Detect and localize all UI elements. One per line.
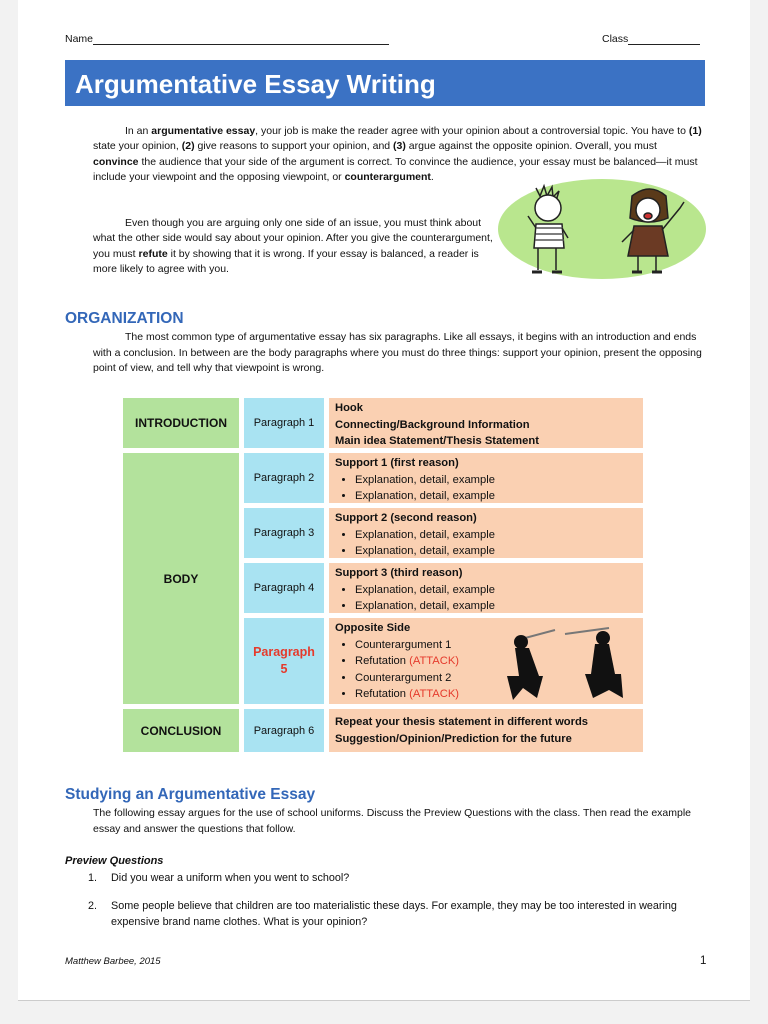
cartoon-kids-arguing-illustration bbox=[496, 174, 710, 284]
paragraph-3-label: Paragraph 3 bbox=[244, 508, 324, 558]
question-1-number: 1. bbox=[88, 872, 98, 884]
paragraph-5-content: Opposite Side • Counterargument 1 • Refutation (ATTACK) • Counterargument 2 • Refutation (ATTACK) bbox=[329, 618, 643, 704]
worksheet-page bbox=[18, 0, 750, 1001]
question-2: Some people believe that children are too materialistic these days. For example, they may be too interested in wearing expensive brand name clothes. What is your opinion? bbox=[111, 900, 677, 928]
paragraph-1-content: Hook Connecting/Background Information Main idea Statement/Thesis Statement bbox=[329, 398, 643, 448]
page-title: Argumentative Essay Writing bbox=[65, 60, 705, 106]
paragraph-2-content: Support 1 (first reason) • Explanation, detail, example • Explanation, detail, example bbox=[329, 453, 643, 503]
intro-paragraph-2: Even though you are arguing only one side of an issue, you must think about what the other side would say about your opinion. After you give the counterargument, you must refute it by showing that it is wrong. If your essay is balanced, a reader is more likely to agree with you. bbox=[93, 217, 493, 275]
preview-questions-heading: Preview Questions bbox=[65, 855, 164, 867]
section-introduction: INTRODUCTION bbox=[123, 398, 239, 448]
paragraph-4-content: Support 3 (third reason) • Explanation, detail, example • Explanation, detail, example bbox=[329, 563, 643, 613]
question-2-number: 2. bbox=[88, 900, 98, 912]
paragraph-1-label: Paragraph 1 bbox=[244, 398, 324, 448]
class-field[interactable]: Class bbox=[602, 33, 700, 45]
section-body: BODY bbox=[123, 453, 239, 704]
studying-heading: Studying an Argumentative Essay bbox=[65, 786, 316, 803]
paragraph-5-label: Paragraph 5 bbox=[244, 618, 324, 704]
section-conclusion: CONCLUSION bbox=[123, 709, 239, 752]
paragraph-6-content: Repeat your thesis statement in different words Suggestion/Opinion/Prediction for the future bbox=[329, 709, 643, 752]
studying-text: The following essay argues for the use of school uniforms. Discuss the Preview Questions with the class. Then read the example essay and answer the questions that follow. bbox=[93, 807, 692, 835]
paragraph-2-label: Paragraph 2 bbox=[244, 453, 324, 503]
name-field[interactable]: Name bbox=[65, 33, 389, 45]
sword-fighters-illustration bbox=[495, 624, 625, 702]
page-number: 1 bbox=[700, 955, 707, 967]
footer-author: Matthew Barbee, 2015 bbox=[65, 956, 161, 967]
paragraph-3-content: Support 2 (second reason) • Explanation, detail, example • Explanation, detail, example bbox=[329, 508, 643, 558]
organization-heading: ORGANIZATION bbox=[65, 310, 184, 327]
essay-structure-table bbox=[123, 398, 643, 754]
intro-paragraph-1: In an argumentative essay, your job is make the reader agree with your opinion about a controversial topic. You have to (1) state your opinion, (2) give reasons to support your opinion, and (3) argue against the opposite opinion. Overall, you must convince the audience that your side of the argument is correct. To convince the audience, your essay must be balanced—it must include your viewpoint and the opposing viewpoint, or counterargument. bbox=[93, 125, 702, 183]
question-1: Did you wear a uniform when you went to school? bbox=[111, 872, 350, 884]
organization-text: The most common type of argumentative essay has six paragraphs. Like all essays, it begins with an introduction and ends with a conclusion. In between are the body paragraphs where you must do three things: support your opinion, present the opposing point of view, and tell why that viewpoint is wrong. bbox=[93, 331, 702, 374]
paragraph-4-label: Paragraph 4 bbox=[244, 563, 324, 613]
paragraph-6-label: Paragraph 6 bbox=[244, 709, 324, 752]
